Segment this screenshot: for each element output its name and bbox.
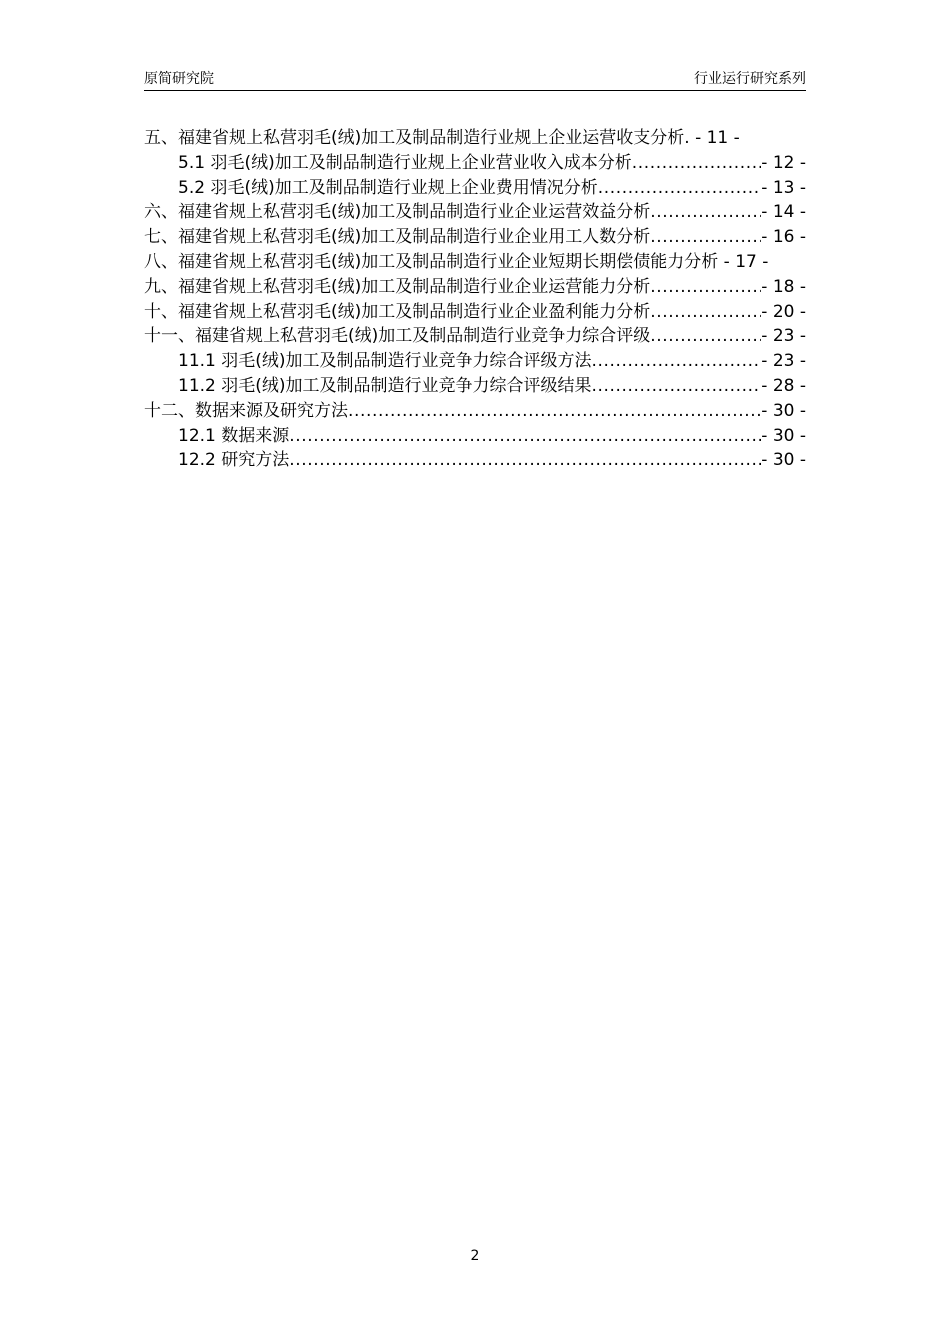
toc-leader-dots — [650, 200, 761, 225]
toc-entry[interactable] — [144, 424, 806, 449]
toc-entry[interactable] — [144, 151, 806, 176]
toc-entry[interactable] — [144, 448, 806, 473]
toc-entry[interactable] — [144, 275, 806, 300]
toc-entry-text: 五、福建省规上私营羽毛(绒)加工及制品制造行业规上企业运营收支分析. - 11 - — [144, 128, 740, 148]
toc-entry[interactable] — [144, 176, 806, 201]
toc-entry[interactable] — [144, 250, 806, 275]
toc-leader-dots — [592, 349, 762, 374]
table-of-contents — [144, 126, 806, 473]
toc-entry-page: - 18 - — [761, 276, 806, 297]
toc-entry-title: 六、福建省规上私营羽毛(绒)加工及制品制造行业企业运营效益分析 — [144, 202, 651, 223]
toc-leader-dots — [592, 374, 762, 399]
toc-entry-title: 11.1 羽毛(绒)加工及制品制造行业竞争力综合评级方法 — [178, 351, 592, 372]
toc-entry-title: 12.1 数据来源 — [178, 425, 290, 446]
toc-leader-dots — [289, 448, 761, 473]
toc-entry-title: 十二、数据来源及研究方法 — [144, 400, 348, 421]
toc-leader-dots — [348, 399, 761, 424]
toc-leader-dots — [632, 151, 762, 176]
toc-entry-title: 5.1 羽毛(绒)加工及制品制造行业规上企业营业收入成本分析 — [178, 152, 632, 173]
toc-entry-title: 12.2 研究方法 — [178, 450, 290, 471]
toc-leader-dots — [650, 300, 761, 325]
toc-entry[interactable] — [144, 374, 806, 399]
toc-entry-page: - 23 - — [761, 351, 806, 372]
toc-entry-page: - 12 - — [761, 152, 806, 173]
header-org: 原简研究院 — [144, 71, 214, 87]
toc-entry-page: - 13 - — [761, 177, 806, 198]
toc-entry-title: 5.2 羽毛(绒)加工及制品制造行业规上企业费用情况分析 — [178, 177, 598, 198]
toc-entry-page: - 20 - — [761, 301, 806, 322]
toc-entry-page: - 30 - — [761, 450, 806, 471]
toc-entry[interactable] — [144, 126, 806, 151]
toc-entry[interactable] — [144, 300, 806, 325]
toc-entry-page: - 28 - — [761, 375, 806, 396]
page-number: 2 — [470, 1248, 480, 1264]
toc-entry-title: 11.2 羽毛(绒)加工及制品制造行业竞争力综合评级结果 — [178, 375, 592, 396]
toc-entry-page: - 14 - — [761, 202, 806, 223]
toc-entry-title: 十、福建省规上私营羽毛(绒)加工及制品制造行业企业盈利能力分析 — [144, 301, 651, 322]
toc-entry-title: 七、福建省规上私营羽毛(绒)加工及制品制造行业企业用工人数分析 — [144, 227, 651, 248]
toc-entry-page: - 30 - — [761, 425, 806, 446]
toc-leader-dots — [650, 225, 761, 250]
page-header — [144, 68, 806, 91]
toc-leader-dots — [650, 324, 761, 349]
toc-entry-title: 九、福建省规上私营羽毛(绒)加工及制品制造行业企业运营能力分析 — [144, 276, 651, 297]
toc-entry-page: - 16 - — [761, 227, 806, 248]
toc-leader-dots — [289, 424, 761, 449]
toc-leader-dots — [650, 275, 761, 300]
toc-entry[interactable] — [144, 324, 806, 349]
toc-entry-title: 十一、福建省规上私营羽毛(绒)加工及制品制造行业竞争力综合评级 — [144, 326, 651, 347]
toc-entry-page: - 30 - — [761, 400, 806, 421]
toc-entry[interactable] — [144, 399, 806, 424]
toc-entry-text: 八、福建省规上私营羽毛(绒)加工及制品制造行业企业短期长期偿债能力分析 - 17 - — [144, 251, 769, 272]
header-series: 行业运行研究系列 — [694, 71, 806, 87]
toc-entry[interactable] — [144, 349, 806, 374]
toc-entry-page: - 23 - — [761, 326, 806, 347]
toc-entry[interactable] — [144, 200, 806, 225]
toc-entry[interactable] — [144, 225, 806, 250]
toc-leader-dots — [598, 176, 762, 201]
